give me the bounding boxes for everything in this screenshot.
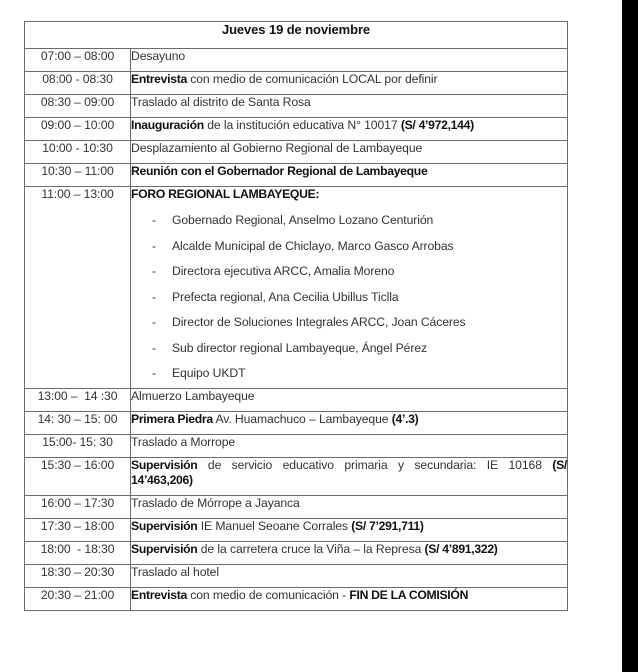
activity-cell (131, 541, 568, 564)
activity-text-bold: Supervisión (131, 518, 198, 533)
activity-cell (131, 164, 568, 187)
dash-bullet-icon: - (152, 238, 156, 253)
day-title: Jueves 19 de noviembre (25, 22, 568, 49)
attendee-item (131, 286, 567, 312)
attendee-item (131, 235, 567, 261)
attendee-item (131, 311, 567, 337)
schedule-row (25, 518, 568, 541)
activity-text-bold: FIN DE LA COMISIÓN (349, 587, 469, 602)
attendee-name: Directora ejecutiva ARCC, Amalia Moreno (172, 264, 395, 278)
time-slot: 15:30 – 16:00 (25, 457, 131, 495)
activity-text-bold: (4’.3) (391, 411, 419, 426)
attendee-name: Sub director regional Lambayeque, Ángel Pérez (172, 340, 427, 355)
activity-text-bold: Entrevista (131, 587, 187, 602)
time-slot: 08:30 – 09:00 (25, 95, 131, 118)
activity-cell (131, 411, 568, 434)
time-slot: 17:30 – 18:00 (25, 518, 131, 541)
schedule-row (25, 457, 568, 495)
dash-bullet-icon: - (152, 340, 156, 355)
schedule-row (25, 49, 568, 72)
attendee-name: Prefecta regional, Ana Cecilia Ubillus Ticlla (172, 289, 399, 304)
activity-cell (131, 72, 568, 95)
attendee-item (131, 209, 567, 235)
activity-text: Traslado de Mórrope a Jayanca (131, 495, 300, 510)
time-slot: 10:00 - 10:30 (25, 141, 131, 164)
activity-text: Desplazamiento al Gobierno Regional de Lambayeque (131, 141, 423, 155)
activity-cell (131, 564, 568, 587)
schedule-row (25, 541, 568, 564)
attendee-item (131, 362, 567, 388)
dash-bullet-icon: - (152, 315, 156, 329)
attendee-name: Director de Soluciones Integrales ARCC, Joan Cáceres (172, 315, 466, 329)
activity-cell (131, 118, 568, 141)
time-slot: 07:00 – 08:00 (25, 49, 131, 72)
activity-text-bold: Entrevista (131, 72, 187, 86)
activity-text-bold: (S/ 14’463,206) (131, 457, 567, 487)
time-slot: 18:30 – 20:30 (25, 564, 131, 587)
activity-text-bold: (S/ 7’291,711) (351, 518, 424, 533)
schedule-table (24, 21, 568, 611)
attendee-name: Gobernado Regional, Anselmo Lozano Centurión (172, 213, 434, 227)
schedule-row (25, 434, 568, 457)
schedule-row (25, 587, 568, 610)
schedule-row (25, 187, 568, 389)
dash-bullet-icon: - (152, 213, 156, 227)
activity-text: de la institución educativa N° 10017 (203, 118, 401, 132)
activity-cell (131, 495, 568, 518)
activity-text-bold: Supervisión (131, 541, 198, 556)
activity-text: Traslado a Morrope (131, 434, 236, 449)
attendee-list (131, 209, 567, 388)
activity-text: con medio de comunicación LOCAL por definir (186, 72, 438, 86)
activity-cell (131, 187, 568, 389)
schedule-row (25, 411, 568, 434)
activity-cell (131, 518, 568, 541)
activity-text-bold: Reunión con el Gobernador Regional de Lambayeque (131, 164, 428, 178)
activity-text: Traslado al hotel (131, 564, 219, 579)
activity-cell (131, 434, 568, 457)
activity-text: Almuerzo Lambayeque (131, 388, 255, 403)
schedule-row (25, 495, 568, 518)
forum-title: FORO REGIONAL LAMBAYEQUE: (131, 187, 320, 201)
activity-cell (131, 388, 568, 411)
activity-text: Av. Huamachuco – Lambayeque (212, 411, 392, 426)
schedule-row (25, 95, 568, 118)
activity-cell (131, 587, 568, 610)
dash-bullet-icon: - (152, 289, 156, 304)
schedule-row (25, 118, 568, 141)
activity-cell (131, 95, 568, 118)
schedule-row (25, 388, 568, 411)
time-slot: 20:30 – 21:00 (25, 587, 131, 610)
attendee-item (131, 260, 567, 286)
activity-text: de la carretera cruce la Viña – la Represa (197, 541, 425, 556)
activity-cell (131, 457, 568, 495)
activity-text-bold: Supervisión (131, 457, 198, 472)
right-edge-bar (622, 0, 638, 672)
dash-bullet-icon: - (152, 366, 156, 380)
time-slot: 08:00 - 08:30 (25, 72, 131, 95)
attendee-item (131, 337, 567, 363)
time-slot: 15:00- 15: 30 (25, 434, 131, 457)
activity-text: de servicio educativo primaria y secundaria: IE 10168 (197, 457, 553, 472)
schedule-row (25, 564, 568, 587)
dash-bullet-icon: - (152, 264, 156, 278)
activity-text-bold: Primera Piedra (131, 411, 213, 426)
activity-cell (131, 141, 568, 164)
time-slot: 14: 30 – 15: 00 (25, 411, 131, 434)
time-slot: 13:00 – 14 :30 (25, 388, 131, 411)
activity-text: Traslado al distrito de Santa Rosa (131, 95, 311, 109)
activity-text: IE Manuel Seoane Corrales (197, 518, 352, 533)
activity-text: Desayuno (131, 49, 186, 63)
schedule-row (25, 72, 568, 95)
schedule-row (25, 141, 568, 164)
time-slot: 09:00 – 10:00 (25, 118, 131, 141)
schedule-body (25, 49, 568, 611)
activity-text: con medio de comunicación - (186, 587, 350, 602)
activity-text-bold: (S/ 4’891,322) (424, 541, 498, 556)
activity-text-bold: (S/ 4’972,144) (400, 118, 474, 132)
time-slot: 10:30 – 11:00 (25, 164, 131, 187)
header-row (25, 22, 568, 49)
activity-text-bold: Inauguración (131, 118, 204, 132)
time-slot: 18:00 - 18:30 (25, 541, 131, 564)
activity-cell (131, 49, 568, 72)
schedule-row (25, 164, 568, 187)
attendee-name: Alcalde Municipal de Chiclayo, Marco Gasco Arrobas (172, 238, 454, 253)
attendee-name: Equipo UKDT (172, 366, 246, 380)
time-slot: 16:00 – 17:30 (25, 495, 131, 518)
time-slot: 11:00 – 13:00 (25, 187, 131, 389)
